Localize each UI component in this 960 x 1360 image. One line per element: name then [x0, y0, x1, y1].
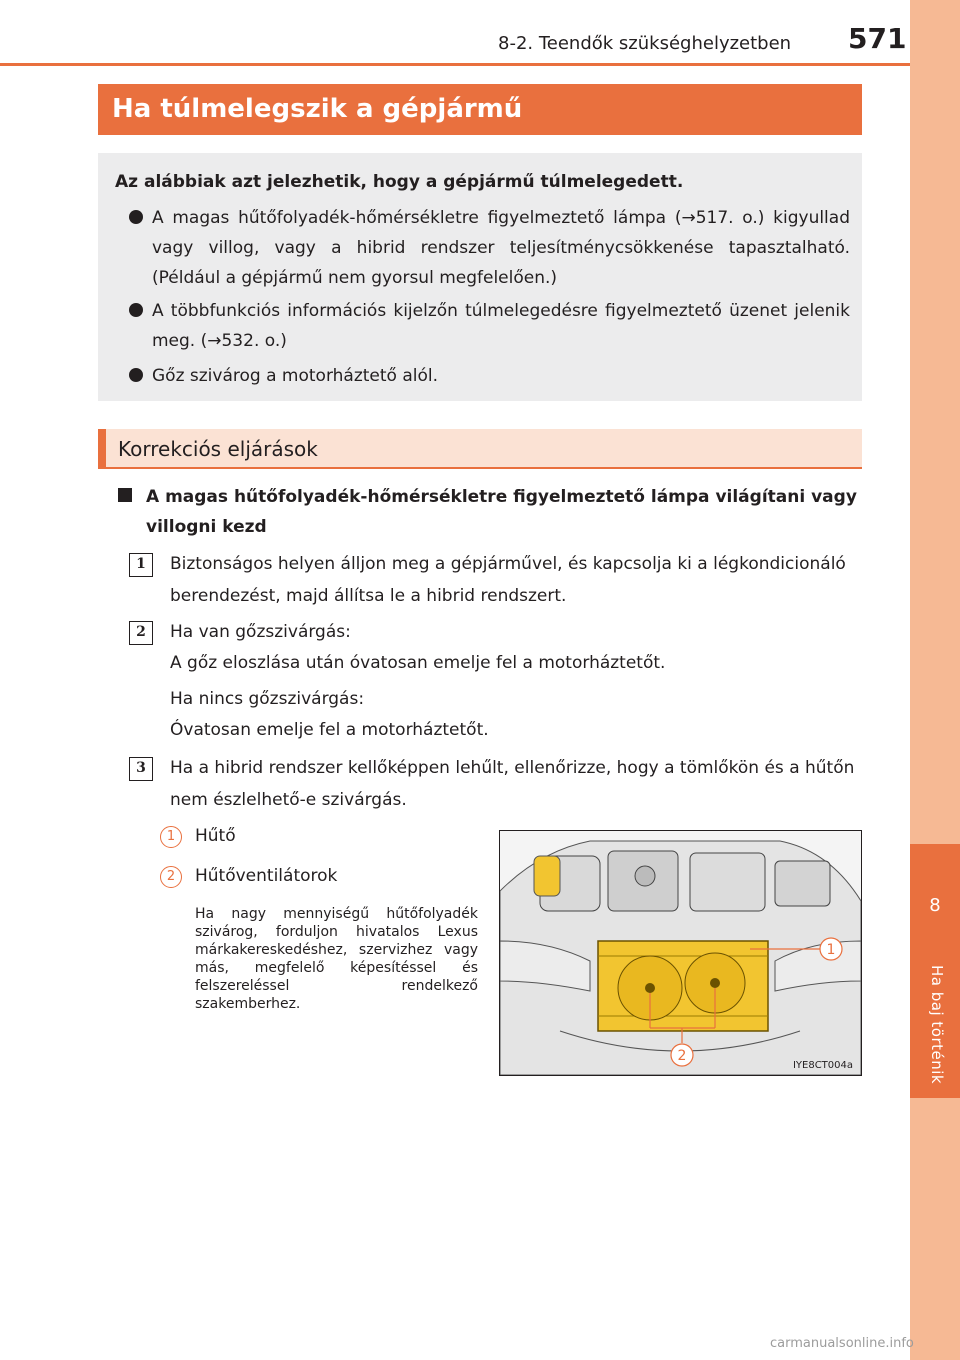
condition-heading: A magas hűtőfolyadék-hőmérsékletre figyelmeztető lámpa világítani vagy villogni kezd: [146, 487, 857, 537]
watermark: carmanualsonline.info: [770, 1336, 914, 1351]
bullet-dot-icon: [129, 210, 143, 224]
step-number: 3: [129, 757, 153, 781]
step-text: Biztonságos helyen álljon meg a gépjárművel, és kapcsolja ki a légkondicionáló berendezést, majd állítsa le a hibrid rendszert.: [170, 554, 846, 606]
symptom-intro: Az alábbiak azt jelezhetik, hogy a gépjármű túlmelegedett.: [115, 172, 684, 192]
bullet-dot-icon: [129, 368, 143, 382]
step-number: 1: [129, 553, 153, 577]
callout-2: 2: [677, 1048, 687, 1064]
step-text: Ha van gőzszivárgás:: [170, 622, 351, 642]
chapter-number: 8: [929, 895, 941, 916]
step-text: Ha nincs gőzszivárgás:: [170, 689, 365, 709]
legend-label: Hűtő: [195, 826, 236, 846]
symptom-text: A magas hűtőfolyadék-hőmérsékletre figyelmeztető lámpa (→517. o.) kigyullad vagy villog, vagy a hibrid rendszer teljesítménycsökkenése tapasztalható. (Például a gépjármű nem gyorsul megfelelően.): [152, 208, 850, 288]
bullet-dot-icon: [129, 303, 143, 317]
note-text: Ha nagy mennyiségű hűtőfolyadék szivárog, forduljon hivatalos Lexus márkakereskedéshez, szervizhez vagy más, megfelelő képesítéssel és felszereléssel rendelkező szakemberhez.: [195, 906, 478, 1012]
running-header: 8-2. Teendők szükséghelyzetben: [498, 33, 792, 54]
engine-bay-figure: [499, 830, 862, 1076]
page-title: Ha túlmelegszik a gépjármű: [98, 84, 862, 135]
figure-code: IYE8CT004a: [792, 1060, 853, 1071]
engine-bay-illustration: [500, 831, 861, 1075]
legend-number: 2: [160, 866, 182, 888]
legend-label: Hűtőventilátorok: [195, 866, 338, 886]
step-number: 2: [129, 621, 153, 645]
page-number: 571: [848, 22, 907, 55]
symptom-text: A többfunkciós információs kijelzőn túlmelegedésre figyelmeztető üzenet jelenik meg. (→532. o.): [152, 301, 850, 351]
section-heading: Korrekciós eljárások: [98, 429, 862, 469]
step-text: Ha a hibrid rendszer kellőképpen lehűlt, ellenőrizze, hogy a tömlőkön és a hűtőn nem észlelhető-e szivárgás.: [170, 758, 855, 810]
step-text: A gőz eloszlása után óvatosan emelje fel a motorháztetőt.: [170, 653, 666, 673]
symptom-text: Gőz szivárog a motorháztető alól.: [152, 366, 439, 386]
header-rule: [0, 63, 910, 66]
legend-number: 1: [160, 826, 182, 848]
square-bullet-icon: [118, 488, 132, 502]
chapter-sidebar: [910, 0, 960, 1360]
chapter-title: Ha baj történik: [928, 965, 946, 1085]
step-text: Óvatosan emelje fel a motorháztetőt.: [170, 720, 489, 740]
callout-1: 1: [826, 942, 836, 958]
